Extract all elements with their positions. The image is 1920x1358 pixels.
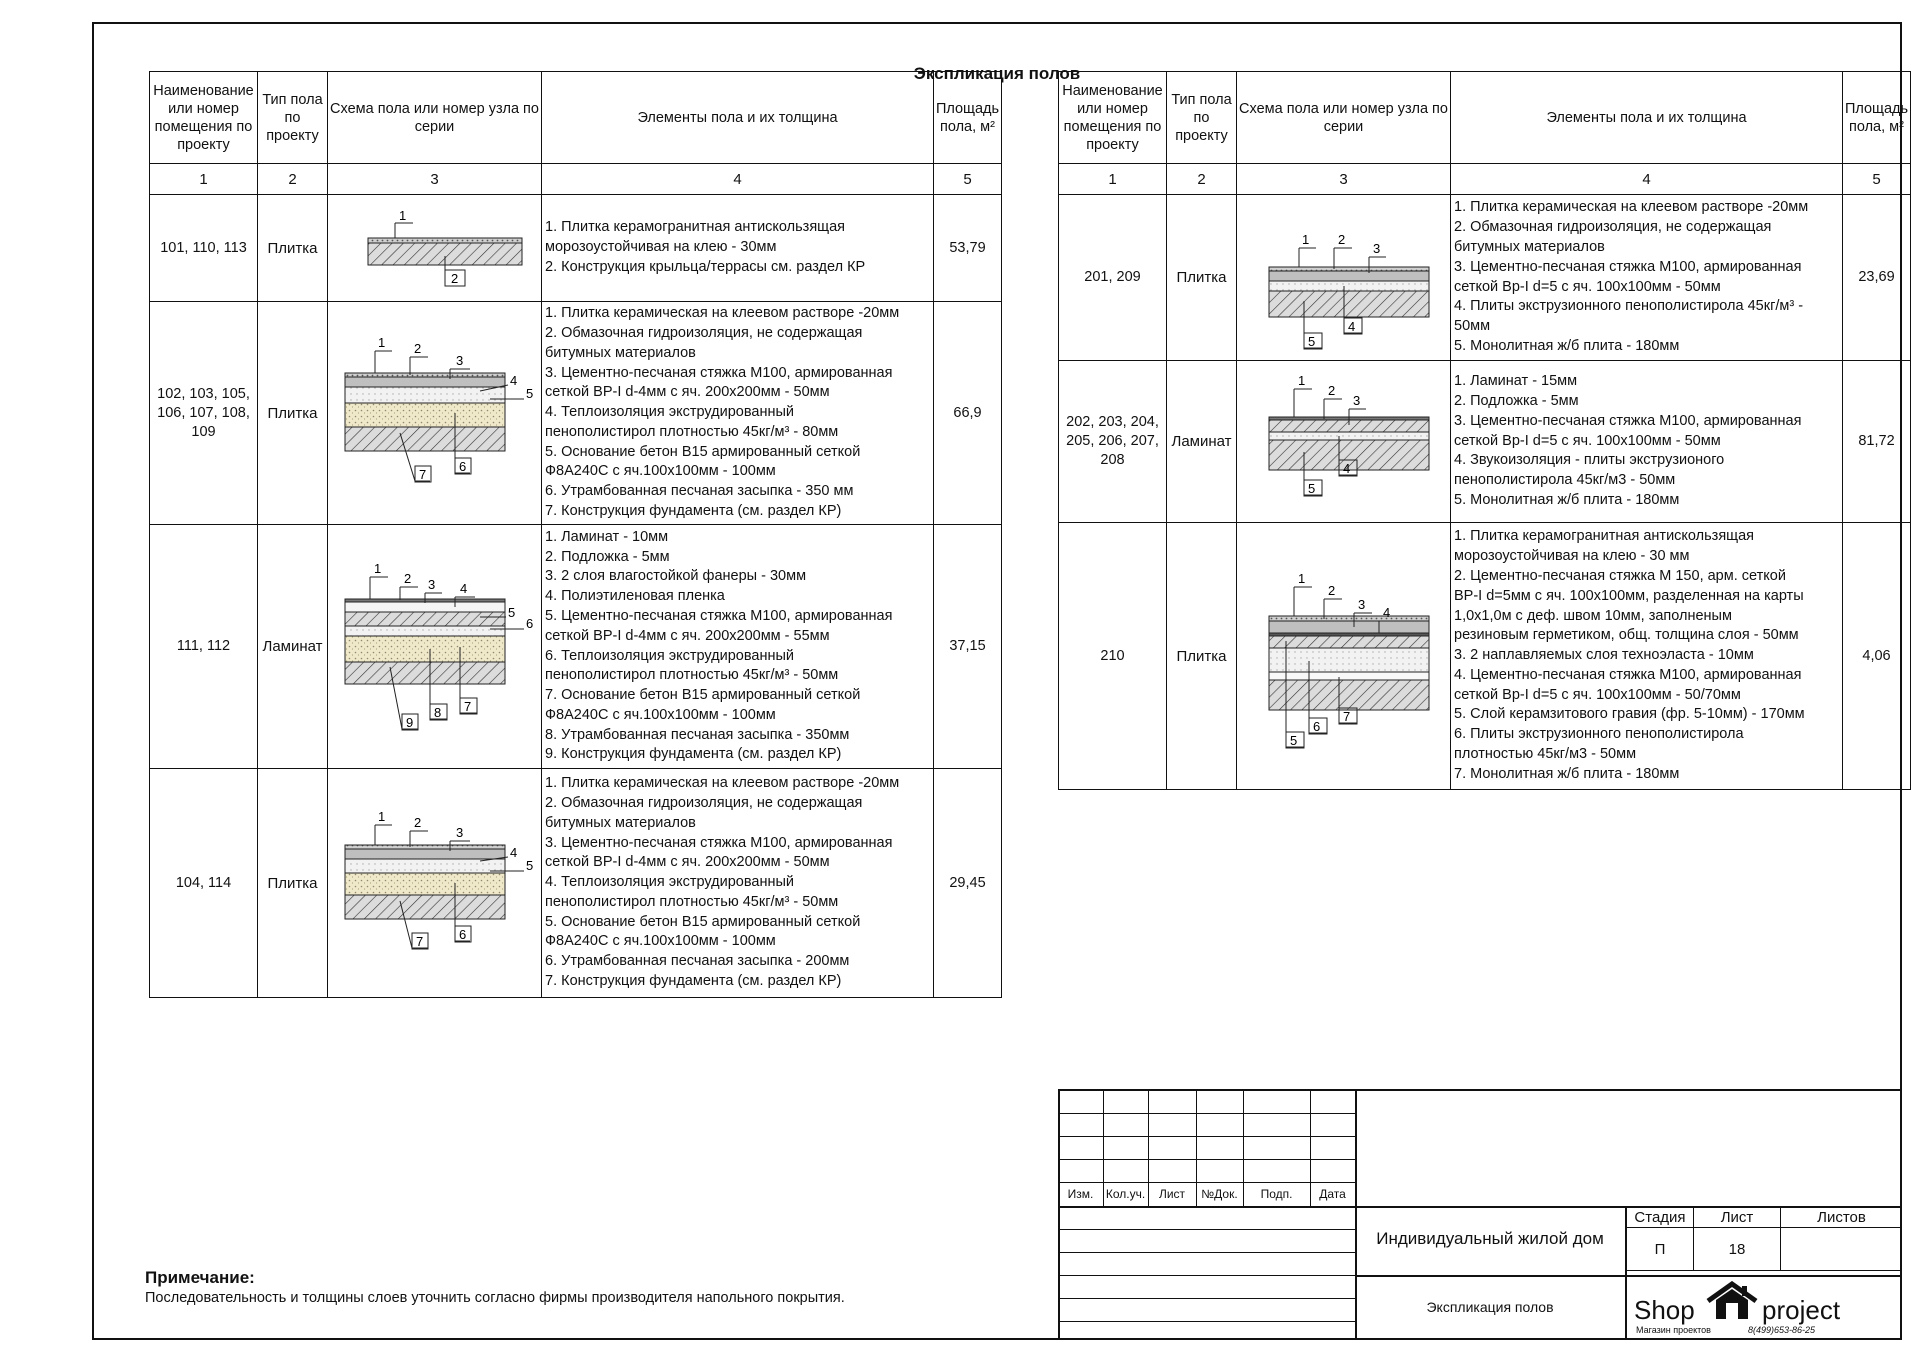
callout-label: 5	[1307, 333, 1315, 349]
layer-item: 1. Плитка керамогранитная антискользящая	[545, 219, 846, 236]
callout-label: 6	[458, 459, 466, 474]
callout-label: 4	[459, 580, 467, 596]
header-name: Наименование или номер помещения по проекту	[150, 72, 258, 164]
floor-area: 53,79	[934, 195, 1002, 302]
layer-screed	[345, 612, 505, 626]
callout-label: 1	[377, 809, 385, 824]
layer-item: 3. Цементно-песчаная стяжка М100, армированная	[1454, 258, 1802, 275]
layer-plywood	[345, 602, 505, 612]
callout-label: 6	[458, 927, 466, 942]
layer-insulation	[1269, 432, 1429, 440]
floor-scheme	[1237, 361, 1451, 523]
layer-tile	[345, 845, 505, 849]
layer-slab	[1269, 680, 1429, 710]
callout-label: 1	[377, 335, 385, 350]
callout-label: 5	[507, 604, 515, 620]
room-numbers: 104, 114	[150, 769, 258, 998]
callout-label: 4	[509, 373, 517, 388]
stamp-col-change: Изм.	[1067, 1187, 1094, 1201]
callout-label: 7	[418, 467, 426, 482]
floor-section-diagram	[1244, 541, 1444, 771]
stamp-col-sign: Подп.	[1260, 1187, 1293, 1201]
layer-item: сеткой ВР-I d-4мм с яч. 200х200мм - 50мм	[545, 854, 830, 871]
header-area: Площадь пола, м²	[934, 72, 1002, 164]
title-block	[1058, 1089, 1902, 1340]
layer-item: 2. Конструкция крыльца/террасы см. раздел КР	[545, 258, 866, 275]
layer-screed-2	[1269, 636, 1429, 648]
layer-item: сеткой Вр-I d=5 с яч. 100х100мм - 50/70мм	[1454, 686, 1741, 703]
column-number: 2	[258, 164, 328, 195]
layer-item: 3. Цементно-песчаная стяжка М100, армированная	[545, 364, 893, 381]
column-number-row	[1059, 164, 1911, 195]
layer-item: 1. Плитка керамическая на клеевом растворе -20мм	[1454, 199, 1809, 216]
layer-item: 3. Цементно-песчаная стяжка М100, армированная	[1454, 412, 1802, 429]
column-number: 4	[1451, 164, 1843, 195]
layer-sand	[345, 636, 505, 662]
logo-text-left: Shop	[1634, 1295, 1695, 1325]
floor-scheme	[328, 769, 542, 998]
layer-item: 1. Ламинат - 10мм	[545, 528, 669, 545]
layer-gravel	[1269, 648, 1429, 672]
callout-label: 2	[403, 570, 411, 586]
layer-item: 4. Полиэтиленовая пленка	[545, 588, 725, 605]
callout-label: 1	[398, 208, 406, 223]
callout-label: 3	[1352, 392, 1360, 408]
column-number: 5	[934, 164, 1002, 195]
floor-table-right	[1058, 71, 1911, 790]
stamp-col-count: Кол.уч.	[1105, 1187, 1146, 1201]
callout-label: 4	[1382, 605, 1390, 620]
layer-item: плотностью 45кг/м3 - 50мм	[1454, 746, 1637, 763]
floor-type: Плитка	[1167, 195, 1237, 361]
header-elements: Элементы пола и их толщина	[542, 72, 934, 164]
column-number-row	[150, 164, 1002, 195]
logo-subtitle: Магазин проектов	[1636, 1325, 1711, 1335]
layer-item: сеткой Вр-I d=5 с яч. 100х100мм - 50мм	[1454, 278, 1721, 295]
callout-label: 2	[413, 815, 421, 830]
floor-area: 29,45	[934, 769, 1002, 998]
floor-section-diagram	[330, 537, 540, 757]
column-number: 1	[150, 164, 258, 195]
header-elements: Элементы пола и их толщина	[1451, 72, 1843, 164]
layer-tile	[368, 238, 522, 243]
callout-label: 4	[1342, 460, 1350, 476]
layer-item: битумных материалов	[545, 814, 696, 831]
layer-base	[345, 662, 505, 684]
layer-tile	[345, 373, 505, 377]
sheets-label: Листов	[1817, 1209, 1866, 1226]
layer-item: сеткой Вр-I d=5 с яч. 100х100мм - 50мм	[1454, 432, 1721, 449]
header-row	[1059, 72, 1911, 164]
room-numbers: 201, 209	[1059, 195, 1167, 361]
room-numbers: 101, 110, 113	[150, 195, 258, 302]
layer-item: 4. Теплоизоляция экструдированный	[545, 874, 794, 891]
callout-label: 7	[463, 698, 471, 714]
table-row	[150, 302, 1002, 525]
callout-label: 2	[1327, 382, 1335, 398]
shop-project-logo	[1630, 1275, 1898, 1339]
layer-item: 2. Обмазочная гидроизоляция, не содержащая	[1454, 219, 1772, 236]
header-name: Наименование или номер помещения по проекту	[1059, 72, 1167, 164]
callout-label: 5	[525, 386, 533, 401]
callout-label: 3	[1357, 597, 1365, 612]
table-row	[1059, 195, 1911, 361]
layer-item: 7. Конструкция фундамента (см. раздел КР)	[545, 503, 842, 520]
layer-item: 3. 2 наплавляемых слоя техноэласта - 10мм	[1454, 647, 1754, 664]
layer-item: 5. Слой керамзитового гравия (фр. 5-10мм) - 170мм	[1454, 706, 1805, 723]
callout-label: 6	[525, 615, 533, 631]
sheet-value: 18	[1728, 1241, 1746, 1258]
layer-item: 5. Монолитная ж/б плита - 180мм	[1454, 337, 1680, 354]
table-row	[1059, 523, 1911, 790]
layer-item: пенополистирол плотностью 45кг/м³ - 80мм	[545, 423, 839, 440]
room-numbers: 102, 103, 105, 106, 107, 108, 109	[150, 302, 258, 525]
callout-label: 2	[413, 341, 421, 356]
floor-scheme	[328, 302, 542, 525]
floor-section-diagram	[1244, 367, 1444, 517]
layer-sand	[345, 873, 505, 895]
layer-item: Ф8А240С с яч.100х100мм - 100мм	[545, 706, 776, 723]
room-numbers: 210	[1059, 523, 1167, 790]
callout-label: 4	[509, 845, 517, 860]
layer-item: 1,0х1,0м с деф. швом 10мм, заполненым	[1454, 607, 1732, 624]
floor-table-left	[149, 71, 1002, 998]
layer-item: 50мм	[1454, 318, 1491, 335]
house-icon	[1704, 1281, 1760, 1321]
layer-item: 2. Обмазочная гидроизоляция, не содержащая	[545, 794, 863, 811]
floor-area: 23,69	[1843, 195, 1911, 361]
layer-base	[345, 895, 505, 919]
callout-label: 3	[455, 353, 463, 368]
layer-tile	[1269, 616, 1429, 621]
layer-item: 9. Конструкция фундамента (см. раздел КР)	[545, 746, 842, 763]
page-title: Экспликация полов	[913, 64, 1081, 83]
callout-label: 6	[1312, 719, 1320, 734]
floor-section-diagram	[1244, 203, 1444, 353]
floor-scheme	[1237, 523, 1451, 790]
layer-item: 5. Цементно-песчаная стяжка М100, армированная	[545, 607, 893, 624]
stamp-col-date: Дата	[1319, 1187, 1346, 1201]
floor-area: 4,06	[1843, 523, 1911, 790]
callout-label: 5	[1307, 480, 1315, 496]
layer-insulation	[1269, 281, 1429, 291]
header-type: Тип пола по проекту	[258, 72, 328, 164]
column-number: 3	[328, 164, 542, 195]
layer-item: 4. Плиты экструзионного пенополистирола 45кг/м³ -	[1454, 298, 1804, 315]
callout-label: 1	[373, 560, 381, 576]
layer-list	[542, 769, 934, 998]
header-row	[150, 72, 1002, 164]
logo-phone: 8(499)653-86-25	[1748, 1325, 1816, 1335]
layer-item: сеткой ВР-I d-4мм с яч. 200х200мм - 55мм	[545, 627, 830, 644]
layer-item: пенополистирол плотностью 45кг/м³ - 50мм	[545, 893, 839, 910]
layer-item: 5. Основание бетон В15 армированный сеткой	[545, 443, 861, 460]
layer-item: 6. Теплоизоляция экструдированный	[545, 647, 794, 664]
layer-item: морозоустойчивая на клею - 30мм	[545, 239, 777, 256]
header-scheme: Схема пола или номер узла по серии	[328, 72, 542, 164]
layer-item: сеткой ВР-I d-4мм с яч. 200х200мм - 50мм	[545, 384, 830, 401]
callout-label: 5	[525, 858, 533, 873]
layer-item: 4. Цементно-песчаная стяжка М100, армированная	[1454, 666, 1802, 683]
layer-item: 4. Теплоизоляция экструдированный	[545, 404, 794, 421]
column-number: 5	[1843, 164, 1911, 195]
layer-screed	[345, 849, 505, 859]
stage-label: Стадия	[1634, 1209, 1686, 1226]
floor-type: Плитка	[258, 195, 328, 302]
layer-slab	[1269, 291, 1429, 317]
floor-area: 66,9	[934, 302, 1002, 525]
layer-insulation	[1269, 672, 1429, 680]
floor-type: Ламинат	[258, 525, 328, 769]
layer-item: 1. Плитка керамическая на клеевом растворе -20мм	[545, 305, 900, 322]
layer-item: 5. Основание бетон В15 армированный сеткой	[545, 913, 861, 930]
layer-tile	[1269, 267, 1429, 271]
layer-item: битумных материалов	[1454, 238, 1605, 255]
floor-area: 81,72	[1843, 361, 1911, 523]
floor-type: Плитка	[1167, 523, 1237, 790]
project-name: Индивидуальный жилой дом	[1376, 1229, 1604, 1248]
layer-list	[1451, 195, 1843, 361]
layer-item: пенополистирол плотностью 45кг/м³ - 50мм	[545, 667, 839, 684]
floor-scheme	[328, 195, 542, 302]
floor-section-diagram	[330, 313, 540, 513]
callout-label: 5	[1289, 733, 1297, 748]
callout-label: 2	[1327, 583, 1335, 598]
layer-item: резиновым герметиком, общ. толщина слоя - 50мм	[1454, 627, 1799, 644]
sheet-title: Экспликация полов	[1426, 1299, 1554, 1315]
callout-label: 7	[415, 934, 423, 949]
layer-item: 6. Утрамбованная песчаная засыпка - 200мм	[545, 953, 850, 970]
layer-item: 2. Цементно-песчаная стяжка М 150, арм. сеткой	[1454, 567, 1786, 584]
table-row	[150, 195, 1002, 302]
column-number: 4	[542, 164, 934, 195]
header-scheme: Схема пола или номер узла по серии	[1237, 72, 1451, 164]
layer-item: 6. Утрамбованная песчаная засыпка - 350 мм	[545, 483, 854, 500]
table-row	[1059, 361, 1911, 523]
layer-item: 7. Монолитная ж/б плита - 180мм	[1454, 765, 1680, 782]
layer-item: пенополистирола 45кг/м3 - 50мм	[1454, 472, 1676, 489]
floor-type: Плитка	[258, 769, 328, 998]
floor-scheme	[328, 525, 542, 769]
note-heading: Примечание:	[145, 1268, 255, 1287]
layer-list	[542, 302, 934, 525]
callout-label: 9	[405, 714, 413, 730]
layer-item: 8. Утрамбованная песчаная засыпка - 350мм	[545, 726, 850, 743]
layer-item: ВР-I d=5мм с яч. 100х100мм, разделенная на карты	[1454, 587, 1804, 604]
layer-item: 7. Конструкция фундамента (см. раздел КР)	[545, 973, 842, 990]
layer-insulation	[345, 626, 505, 636]
layer-item: 6. Плиты экструзионного пенополистирола	[1454, 726, 1744, 743]
callout-label: 4	[1347, 318, 1355, 334]
layer-list	[1451, 523, 1843, 790]
layer-list	[1451, 361, 1843, 523]
header-area: Площадь пола, м²	[1843, 72, 1911, 164]
room-numbers: 202, 203, 204, 205, 206, 207, 208	[1059, 361, 1167, 523]
floor-section-diagram	[330, 783, 540, 983]
callout-label: 1	[1297, 372, 1305, 388]
callout-label: 7	[1342, 709, 1350, 724]
layer-item: 2. Обмазочная гидроизоляция, не содержащая	[545, 324, 863, 341]
floor-type: Плитка	[258, 302, 328, 525]
column-number: 2	[1167, 164, 1237, 195]
layer-item: 2. Подложка - 5мм	[1454, 393, 1579, 409]
stamp-col-doc: №Док.	[1201, 1187, 1238, 1201]
callout-label: 2	[450, 271, 458, 286]
callout-label: 3	[1372, 240, 1380, 256]
sheet-label: Лист	[1720, 1209, 1754, 1226]
logo-text-right: project	[1762, 1295, 1841, 1325]
layer-item: 7. Основание бетон В15 армированный сеткой	[545, 687, 861, 704]
callout-label: 1	[1297, 571, 1305, 586]
layer-item: 2. Подложка - 5мм	[545, 548, 670, 565]
layer-base	[345, 427, 505, 451]
layer-item: морозоустойчивая на клею - 30 мм	[1454, 548, 1690, 565]
layer-item: 1. Плитка керамическая на клеевом растворе -20мм	[545, 775, 900, 792]
layer-item: 1. Плитка керамогранитная антискользящая	[1454, 528, 1755, 545]
layer-list	[542, 525, 934, 769]
layer-item: 1. Ламинат - 15мм	[1454, 373, 1578, 390]
stage-value: П	[1654, 1241, 1666, 1258]
column-number: 3	[1237, 164, 1451, 195]
layer-item: 5. Монолитная ж/б плита - 180мм	[1454, 491, 1680, 508]
layer-sand	[345, 403, 505, 427]
layer-item: 4. Звукоизоляция - плиты экструзионого	[1454, 452, 1725, 469]
table-row	[150, 525, 1002, 769]
layer-screed	[345, 377, 505, 387]
layer-item: Ф8А240С с яч.100х100мм - 100мм	[545, 463, 776, 480]
column-number: 1	[1059, 164, 1167, 195]
floor-section-diagram	[335, 198, 535, 298]
layer-screed	[1269, 271, 1429, 281]
layer-item: 3. Цементно-песчаная стяжка М100, армированная	[545, 834, 893, 851]
callout-label: 2	[1337, 231, 1345, 247]
layer-item: битумных материалов	[545, 344, 696, 361]
floor-area: 37,15	[934, 525, 1002, 769]
callout-label: 8	[433, 704, 441, 720]
layer-insulation	[345, 387, 505, 403]
stamp-col-sheet: Лист	[1158, 1187, 1186, 1201]
note-text: Последовательность и толщины слоев уточнить согласно фирмы производителя напольного покрытия.	[145, 1290, 845, 1306]
callout-label: 3	[427, 576, 435, 592]
callout-label: 1	[1301, 231, 1309, 247]
layer-item: 3. 2 слоя влагостойкой фанеры - 30мм	[545, 568, 807, 585]
header-type: Тип пола по проекту	[1167, 72, 1237, 164]
callout-label: 3	[455, 825, 463, 840]
floor-type: Ламинат	[1167, 361, 1237, 523]
table-row	[150, 769, 1002, 998]
layer-list	[542, 195, 934, 302]
floor-scheme	[1237, 195, 1451, 361]
room-numbers: 111, 112	[150, 525, 258, 769]
layer-screed	[1269, 621, 1429, 633]
layer-item: Ф8А240С с яч.100х100мм - 100мм	[545, 933, 776, 950]
